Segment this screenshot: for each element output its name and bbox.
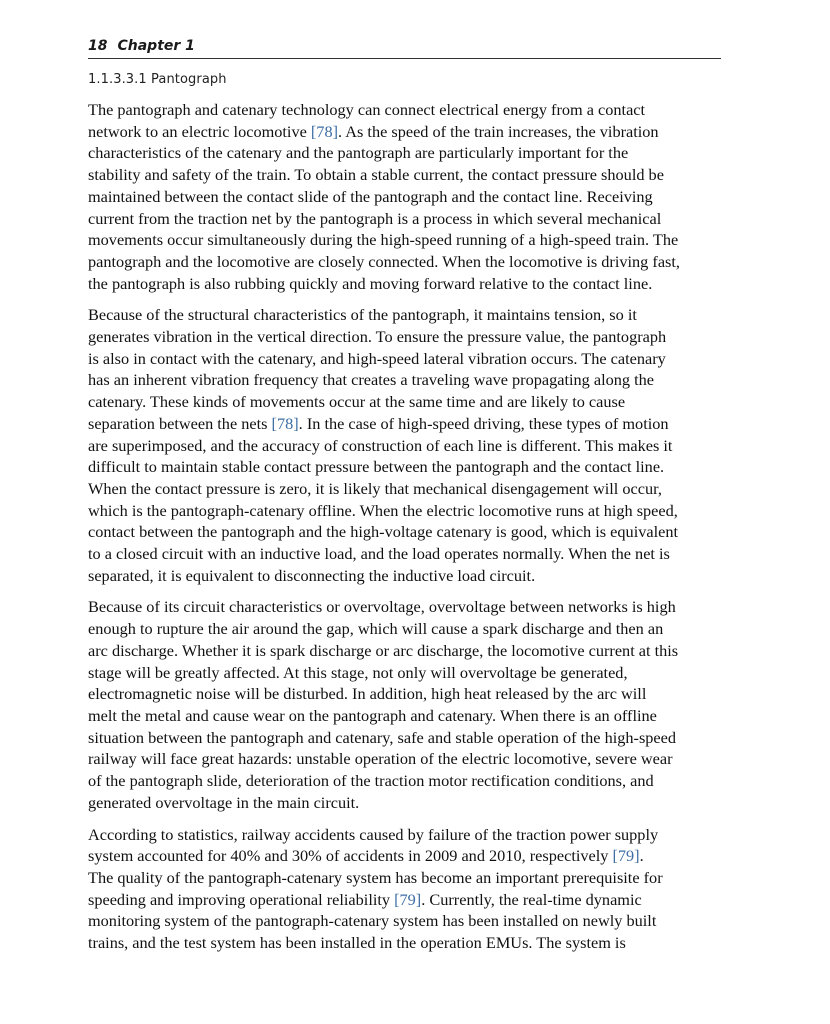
text-line [88,413,721,435]
text-segment: network to an electric locomotive [88,121,311,141]
paragraph [88,824,721,954]
text-line: maintained between the contact slide of the pantograph and the contact line. Receiving [88,186,653,206]
text-line: the pantograph is also rubbing quickly and moving forward relative to the contact line. [88,273,653,293]
citation-link[interactable]: [79] [612,846,640,866]
text-line: arc discharge. Whether it is spark discharge or arc discharge, the locomotive current at this [88,640,679,660]
citation-link[interactable]: [78] [271,413,299,433]
text-segment: . [639,846,644,866]
text-line: Because of its circuit characteristics or overvoltage, overvoltage between networks is high [88,597,676,617]
text-line: has an inherent vibration frequency that creates a traveling wave propagating along the [88,370,654,390]
text-line: railway will face great hazards: unstable operation of the electric locomotive, severe wear [88,749,673,769]
text-line: The quality of the pantograph-catenary system has become an important prerequisite for [88,867,663,887]
text-line: enough to rupture the air around the gap, which will cause a spark discharge and then an [88,619,664,639]
page-number: 18 [88,38,108,54]
text-line: to a closed circuit with an inductive load, and the load operates normally. When the net is [88,544,670,564]
text-segment: . Currently, the real-time dynamic [421,889,642,909]
text-line [88,889,721,911]
text-line: which is the pantograph-catenary offline. When the electric locomotive runs at high speed, [88,500,678,520]
text-line: stability and safety of the train. To obtain a stable current, the contact pressure should be [88,165,664,185]
text-segment: . In the case of high-speed driving, these types of motion [298,413,669,433]
section-heading: 1.1.3.3.1 Pantograph [88,72,227,87]
text-line: When the contact pressure is zero, it is likely that mechanical disengagement will occur, [88,478,662,498]
text-line: movements occur simultaneously during the high-speed running of a high-speed train. The [88,230,679,250]
text-line: difficult to maintain stable contact pressure between the pantograph and the contact line. [88,457,665,477]
running-header [88,38,721,59]
text-segment: system accounted for 40% and 30% of accidents in 2009 and 2010, respectively [88,846,613,866]
text-line [88,121,721,143]
text-line [88,845,721,867]
chapter-title: Chapter 1 [117,38,195,54]
text-line: catenary. These kinds of movements occur at the same time and are likely to cause [88,392,626,412]
text-segment: speeding and improving operational reliability [88,889,395,909]
text-line: generates vibration in the vertical direction. To ensure the pressure value, the pantograph [88,327,667,347]
paragraph [88,99,721,294]
text-line: generated overvoltage in the main circuit. [88,792,360,812]
text-line: Because of the structural characteristics of the pantograph, it maintains tension, so it [88,305,637,325]
text-line: electromagnetic noise will be disturbed. In addition, high heat released by the arc will [88,684,647,704]
text-line: is also in contact with the catenary, and high-speed lateral vibration occurs. The catenary [88,348,666,368]
text-line: trains, and the test system has been installed in the operation EMUs. The system is [88,933,626,953]
text-line: situation between the pantograph and catenary, safe and stable operation of the high-speed [88,727,677,747]
text-line: According to statistics, railway accidents caused by failure of the traction power supply [88,824,659,844]
text-line: stage will be greatly affected. At this stage, not only will overvoltage be generated, [88,662,628,682]
citation-link[interactable]: [79] [394,889,422,909]
text-segment: separation between the nets [88,413,272,433]
text-line: pantograph and the locomotive are closely connected. When the locomotive is driving fast, [88,251,680,271]
text-line: of the pantograph slide, deterioration of the traction motor rectification conditions, and [88,771,654,791]
page [88,38,721,964]
citation-link[interactable]: [78] [310,121,339,141]
paragraph [88,596,721,813]
text-line: are superimposed, and the accuracy of construction of each line is different. This makes it [88,435,673,455]
text-line: contact between the pantograph and the high-voltage catenary is good, which is equivalent [88,522,678,542]
text-line: melt the metal and cause wear on the pantograph and catenary. When there is an offline [88,705,657,725]
body-text [88,99,721,954]
text-line: The pantograph and catenary technology can connect electrical energy from a contact [88,100,646,119]
text-segment: . As the speed of the train increases, the vibration [338,121,659,141]
text-line: monitoring system of the pantograph-catenary system has been installed on newly built [88,911,657,931]
text-line: separated, it is equivalent to disconnecting the inductive load circuit. [88,565,536,585]
text-line: current from the traction net by the pantograph is a process in which several mechanical [88,208,662,228]
paragraph [88,304,721,586]
text-line: characteristics of the catenary and the pantograph are particularly important for the [88,143,629,163]
